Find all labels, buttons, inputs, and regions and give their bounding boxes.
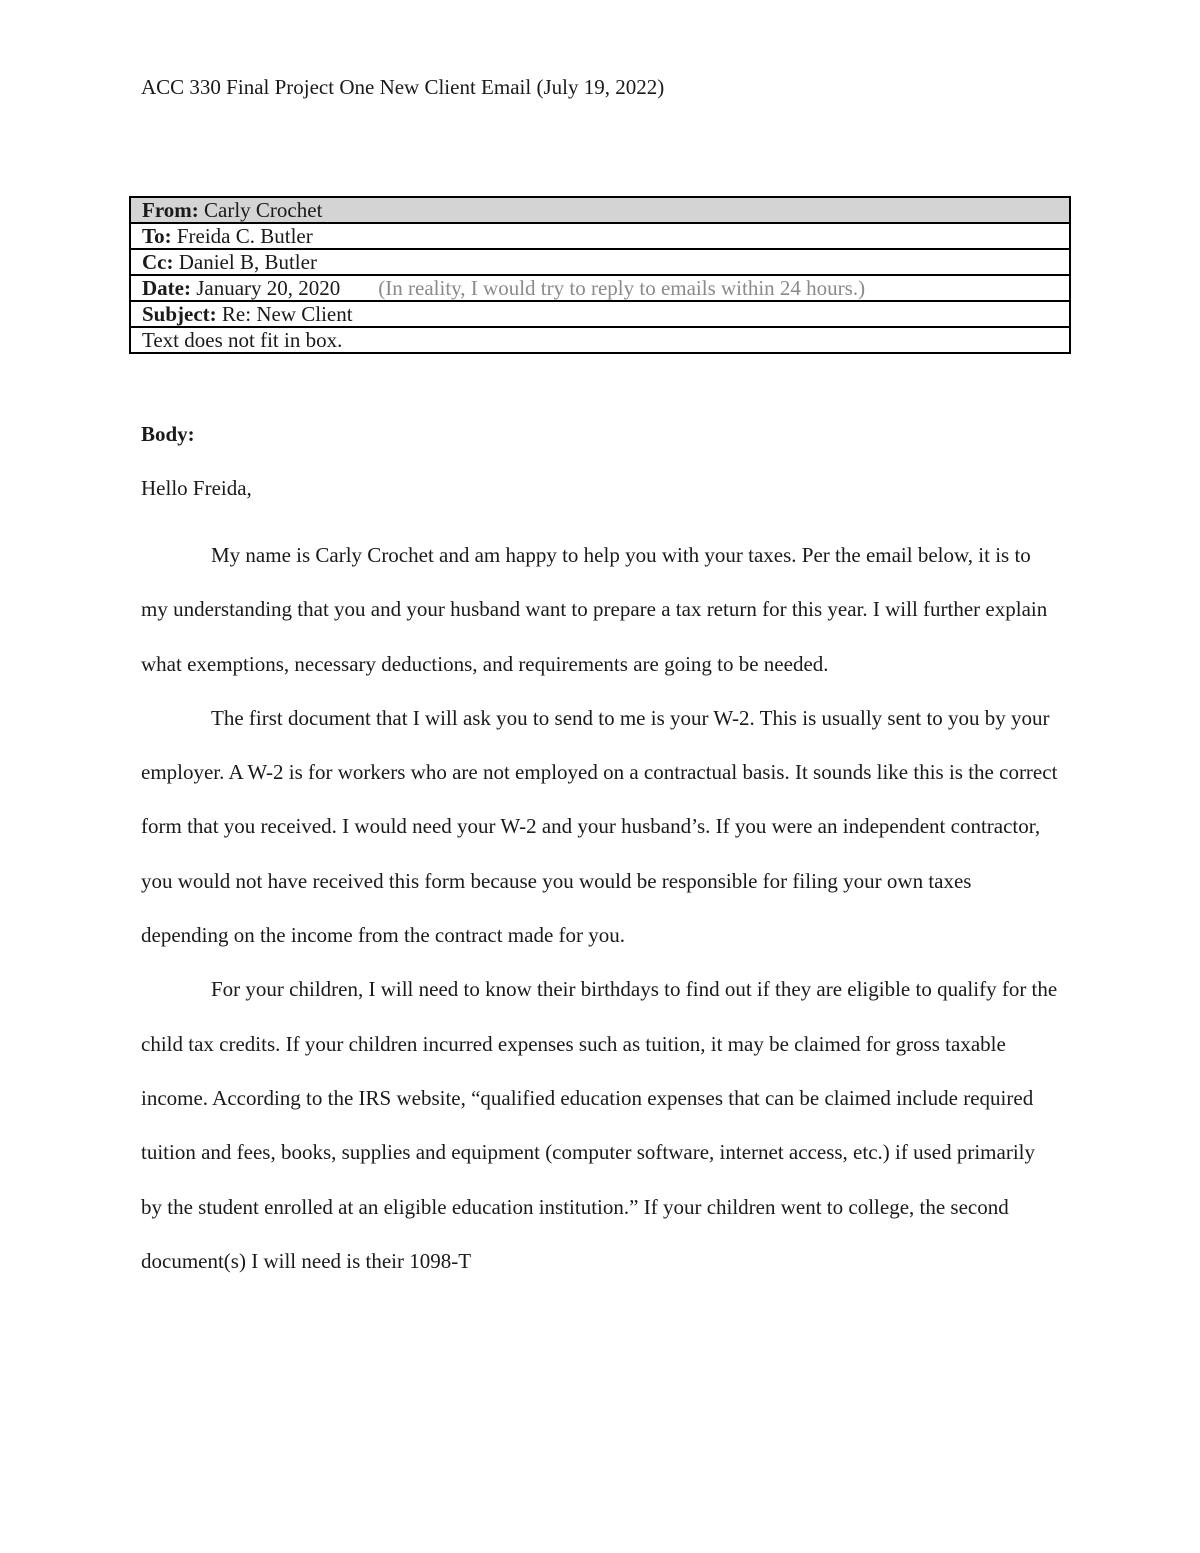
body-paragraph: The first document that I will ask you to send to me is your W-2. This is usually sent to you by your employer. A W-2 is for workers who are not employed on a contractual basis. It sounds like this is the correct form that you received. I would need your W-2 and your husband’s. If you were an independent contractor, you would not have received this form because you would be responsible for filing your own taxes depending on the income from the contract made for you. bbox=[141, 705, 1058, 948]
greeting: Hello Freida, bbox=[141, 476, 252, 500]
cc-value: Daniel B, Butler bbox=[173, 250, 317, 274]
email-header-table bbox=[129, 196, 1071, 354]
cc-cell bbox=[130, 249, 1070, 275]
date-value: January 20, 2020 bbox=[190, 276, 341, 300]
from-value: Carly Crochet bbox=[198, 198, 323, 222]
subject-value: Re: New Client bbox=[216, 302, 353, 326]
email-body-text bbox=[141, 528, 1061, 1288]
date-label: Date: bbox=[142, 276, 191, 300]
subject-row bbox=[130, 301, 1070, 327]
date-row bbox=[130, 275, 1070, 301]
date-note: (In reality, I would try to reply to emails within 24 hours.) bbox=[378, 276, 866, 300]
from-label: From: bbox=[142, 198, 199, 222]
from-row bbox=[130, 197, 1070, 223]
cc-label: Cc: bbox=[142, 250, 174, 274]
to-cell bbox=[130, 223, 1070, 249]
subject-label: Subject: bbox=[142, 302, 217, 326]
to-value: Freida C. Butler bbox=[171, 224, 313, 248]
overflow-note: Text does not fit in box. bbox=[130, 327, 1070, 353]
document-title: ACC 330 Final Project One New Client Email (July 19, 2022) bbox=[141, 75, 665, 99]
to-label: To: bbox=[142, 224, 172, 248]
date-cell bbox=[130, 275, 1070, 301]
to-row bbox=[130, 223, 1070, 249]
body-paragraph: For your children, I will need to know their birthdays to find out if they are eligible to qualify for the child tax credits. If your children incurred expenses such as tuition, it may be claimed for gross taxable income. According to the IRS website, “qualified education expenses that can be claimed include required tuition and fees, books, supplies and equipment (computer software, internet access, etc.) if used primarily by the student enrolled at an eligible education institution.” If your children went to college, the second document(s) I will need is their 1098-T bbox=[141, 977, 1058, 1273]
subject-cell bbox=[130, 301, 1070, 327]
overflow-row bbox=[130, 327, 1070, 353]
from-cell bbox=[130, 197, 1070, 223]
body-paragraph: My name is Carly Crochet and am happy to help you with your taxes. Per the email below, it is to my understanding that you and your husband want to prepare a tax return for this year. I will further explain what exemptions, necessary deductions, and requirements are going to be needed. bbox=[141, 543, 1048, 676]
cc-row bbox=[130, 249, 1070, 275]
body-heading: Body: bbox=[141, 422, 195, 446]
